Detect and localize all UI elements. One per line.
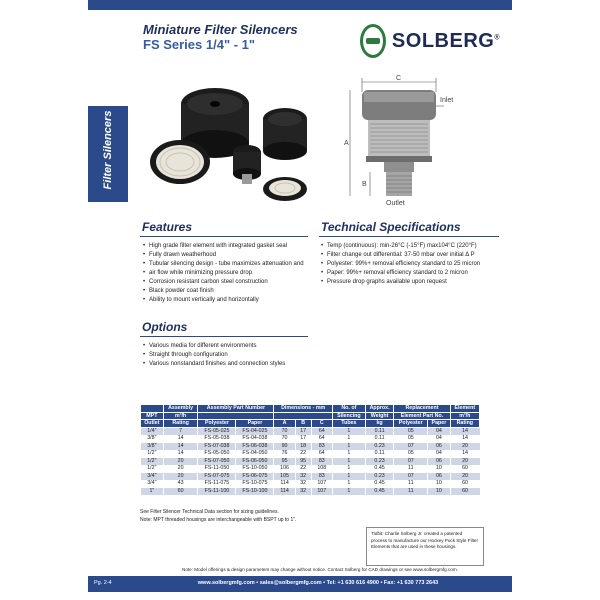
model-table: [140, 404, 480, 495]
bottom-note: Note: Model offerings & design parameters may change without notice. Contact Solberg for CAD drawings or see www.solbergmfg.com.: [182, 567, 458, 572]
table-cell: 1: [332, 480, 365, 488]
table-row: [141, 458, 480, 466]
th-dim-a: A: [274, 420, 295, 428]
table-cell: 1/2": [141, 458, 164, 466]
options-list: [143, 342, 343, 369]
th-element: Element: [450, 405, 479, 413]
table-cell: 04: [428, 435, 450, 443]
th-assembly: Assembly: [163, 405, 198, 413]
side-tab: [88, 106, 128, 202]
th-silencing: Silencing: [332, 412, 365, 420]
table-cell: 0.23: [365, 443, 394, 451]
tech-specs-list: [321, 242, 501, 287]
table-cell: 83: [311, 458, 332, 466]
table-cell: FS-05-025: [198, 427, 236, 435]
table-cell: 1/2": [141, 465, 164, 473]
outlet-label: Outlet: [386, 200, 405, 207]
table-cell: 20: [450, 473, 479, 481]
option-item: • Various media for different environments: [143, 342, 343, 351]
table-cell: 3/4": [141, 480, 164, 488]
table-cell: 05: [394, 435, 428, 443]
tidbit-label: Tidbit:: [371, 531, 384, 536]
table-cell: 20: [163, 458, 198, 466]
table-cell: 1: [332, 458, 365, 466]
table-cell: 04: [428, 450, 450, 458]
spec-item: • Polyester: 99%+ removal efficiency standard to 25 micron: [321, 260, 501, 269]
table-cell: FS-06-038: [236, 443, 274, 451]
page-title: Miniature Filter Silencers: [143, 22, 298, 37]
table-cell: 18: [295, 443, 311, 451]
table-cell: 0.45: [365, 465, 394, 473]
th-rating: Rating: [163, 420, 198, 428]
table-cell: 10: [428, 465, 450, 473]
solberg-logo: [360, 24, 500, 58]
table-cell: 07: [394, 443, 428, 451]
table-cell: 20: [163, 465, 198, 473]
logo-text: SOLBERG: [391, 29, 495, 52]
th-dim-b: B: [295, 420, 311, 428]
table-cell: 83: [311, 443, 332, 451]
page-subtitle: FS Series 1/4" - 1": [143, 37, 256, 52]
spec-item: • Pressure drop graphs available upon request: [321, 278, 501, 287]
feature-item: • Ability to mount vertically and horizontally: [143, 296, 311, 305]
table-notes: [140, 508, 296, 524]
table-cell: 1: [332, 450, 365, 458]
table-cell: FS-10-050: [236, 465, 274, 473]
side-tab-label: Filter Silencers: [102, 110, 114, 190]
th-element-rating: Rating: [450, 420, 479, 428]
table-cell: 14: [163, 443, 198, 451]
table-cell: 22: [295, 450, 311, 458]
table-cell: 10: [428, 480, 450, 488]
tech-specs-heading: Technical Specifications: [321, 220, 461, 234]
table-cell: 3/8": [141, 435, 164, 443]
table-row: [141, 443, 480, 451]
table-row: [141, 435, 480, 443]
table-cell: 107: [311, 488, 332, 496]
table-row: [141, 488, 480, 496]
table-cell: 114: [274, 480, 295, 488]
table-cell: 05: [394, 427, 428, 435]
table-cell: 105: [274, 473, 295, 481]
table-cell: 20: [163, 473, 198, 481]
table-cell: 11: [394, 480, 428, 488]
dim-b-label: B: [362, 181, 367, 188]
table-cell: 1: [332, 473, 365, 481]
table-cell: 11: [394, 488, 428, 496]
table-cell: 43: [163, 480, 198, 488]
logo-registered: ®: [494, 33, 500, 41]
spec-item: • Temp (continuous): min-26°C (-15°F) max104°C (220°F): [321, 242, 501, 251]
features-list: [143, 242, 311, 305]
th-blank-2: [274, 412, 332, 420]
footer-contact: www.solbergmfg.com • sales@solbergmfg.com • Tel: +1 630 616 4900 • Fax: +1 630 773 2643: [197, 580, 439, 586]
table-cell: 64: [311, 450, 332, 458]
table-cell: 14: [450, 427, 479, 435]
features-rule: [140, 236, 308, 237]
table-cell: 0.45: [365, 488, 394, 496]
table-cell: 60: [450, 465, 479, 473]
th-blank-1: [198, 412, 274, 420]
table-cell: FS-11-050: [198, 465, 236, 473]
table-cell: FS-07-038: [198, 443, 236, 451]
table-cell: 32: [295, 480, 311, 488]
feature-item: • Black powder coat finish: [143, 287, 311, 296]
table-cell: 70: [274, 435, 295, 443]
table-row: [141, 465, 480, 473]
spec-item: • Filter change out differential: 37-50 mbar over initial Δ P: [321, 251, 501, 260]
note-sizing: See Filter Silencer Technical Data section for sizing guidelines.: [140, 509, 279, 515]
table-cell: 20: [450, 443, 479, 451]
th-m3h: m³/h: [163, 412, 198, 420]
table-cell: 0.23: [365, 458, 394, 466]
table-cell: 64: [311, 435, 332, 443]
th-outlet: Outlet: [141, 420, 164, 428]
feature-item: • air flow while minimizing pressure drop: [143, 269, 311, 278]
table-cell: FS-06-050: [236, 458, 274, 466]
table-cell: 0.45: [365, 480, 394, 488]
table-row: [141, 480, 480, 488]
table-cell: 22: [295, 465, 311, 473]
top-bar: [88, 0, 512, 10]
inlet-label: Inlet: [440, 97, 454, 104]
table-cell: 20: [450, 458, 479, 466]
table-cell: 95: [274, 458, 295, 466]
note-threads: Note: MPT threaded housings are interchangeable with BSPT up to 1".: [140, 517, 297, 523]
feature-item: • Corrosion resistant carbon steel construction: [143, 278, 311, 287]
table-cell: 1: [332, 488, 365, 496]
logo-mark-icon: [360, 24, 386, 58]
th-replacement: Replacement: [394, 405, 450, 413]
tidbit-text: Charlie Solberg Jr. created a patented process to manufacture our Hockey Puck Style Filter Elements that are used in these housings.: [371, 531, 478, 549]
table-cell: 1/2": [141, 450, 164, 458]
th-dimensions: Dimensions - mm: [274, 405, 332, 413]
table-cell: 70: [274, 427, 295, 435]
table-cell: 07: [394, 458, 428, 466]
table-cell: 05: [394, 450, 428, 458]
table-cell: 17: [295, 435, 311, 443]
feature-item: • High grade filter element with integrated gasket seal: [143, 242, 311, 251]
table-cell: 3/8": [141, 443, 164, 451]
table-cell: FS-05-050: [198, 450, 236, 458]
table-cell: FS-04-050: [236, 450, 274, 458]
table-cell: 04: [428, 427, 450, 435]
table-cell: FS-07-075: [198, 473, 236, 481]
features-heading: Features: [142, 220, 193, 234]
table-cell: 07: [394, 473, 428, 481]
spec-item: • Paper: 99%+ removal efficiency standard to 2 micron: [321, 269, 501, 278]
table-cell: FS-10-100: [236, 488, 274, 496]
tidbit-box: [366, 527, 484, 566]
table-body: [141, 427, 480, 495]
table-cell: 1: [332, 443, 365, 451]
option-item: • Straight through configuration: [143, 351, 343, 360]
table-cell: 06: [428, 458, 450, 466]
table-cell: FS-05-038: [198, 435, 236, 443]
th-no-of: No. of: [332, 405, 365, 413]
options-rule: [140, 336, 308, 337]
table-cell: 90: [274, 443, 295, 451]
option-item: • Various nonstandard finishes and connection styles: [143, 360, 343, 369]
table-cell: 11: [394, 465, 428, 473]
table-cell: FS-07-050: [198, 458, 236, 466]
table-row: [141, 450, 480, 458]
table-cell: 0.11: [365, 435, 394, 443]
th-assembly-part: Assembly Part Number: [198, 405, 274, 413]
table-cell: 1: [332, 427, 365, 435]
table-cell: 3/4": [141, 473, 164, 481]
table-cell: 107: [311, 480, 332, 488]
table-cell: 7: [163, 427, 198, 435]
table-cell: 14: [163, 450, 198, 458]
feature-item: • Fully drawn weatherhood: [143, 251, 311, 260]
table-row: [141, 473, 480, 481]
table-cell: 0.11: [365, 450, 394, 458]
table-cell: 60: [163, 488, 198, 496]
table-cell: FS-04-038: [236, 435, 274, 443]
th-kg: kg: [365, 420, 394, 428]
th-polyester: Polyester: [198, 420, 236, 428]
table-cell: 1": [141, 488, 164, 496]
table-cell: 14: [163, 435, 198, 443]
table-cell: 83: [311, 473, 332, 481]
table-cell: 1: [332, 435, 365, 443]
table-cell: 32: [295, 488, 311, 496]
tech-specs-rule: [319, 236, 499, 237]
th-element-part: Element Part No.: [394, 412, 450, 420]
th-mpt: MPT: [141, 412, 164, 420]
th-element-m3h: m³/h: [450, 412, 479, 420]
table-cell: FS-04-025: [236, 427, 274, 435]
table-cell: 32: [295, 473, 311, 481]
th-element-polyester: Polyester: [394, 420, 428, 428]
table-cell: 60: [450, 488, 479, 496]
dim-a-label: A: [344, 140, 349, 147]
table-cell: 10: [428, 488, 450, 496]
th-mpt-top: [141, 405, 164, 413]
table-row: [141, 427, 480, 435]
footer-bar: [88, 576, 512, 592]
table-cell: 1: [332, 465, 365, 473]
table-cell: 0.11: [365, 427, 394, 435]
table-cell: 76: [274, 450, 295, 458]
table-cell: FS-06-075: [236, 473, 274, 481]
table-cell: 60: [450, 480, 479, 488]
th-approx: Approx.: [365, 405, 394, 413]
th-weight: Weight: [365, 412, 394, 420]
th-dim-c: C: [311, 420, 332, 428]
table-cell: FS-11-100: [198, 488, 236, 496]
table-cell: 106: [274, 465, 295, 473]
table-cell: 14: [450, 450, 479, 458]
table-cell: 06: [428, 473, 450, 481]
table-cell: 108: [311, 465, 332, 473]
page-number: Pg. 2-4: [94, 580, 112, 586]
dim-c-label: C: [396, 75, 402, 82]
table-cell: 64: [311, 427, 332, 435]
table-cell: FS-10-075: [236, 480, 274, 488]
table-cell: 114: [274, 488, 295, 496]
table-cell: 14: [450, 435, 479, 443]
product-photo: [135, 64, 320, 204]
table-cell: 0.23: [365, 473, 394, 481]
table-cell: FS-11-075: [198, 480, 236, 488]
feature-item: • Tubular silencing design - tube maximizes attenuation and: [143, 260, 311, 269]
dimension-diagram: [340, 72, 500, 212]
table-cell: 06: [428, 443, 450, 451]
table-cell: 17: [295, 427, 311, 435]
th-tubes: Tubes: [332, 420, 365, 428]
table-cell: 1/4": [141, 427, 164, 435]
options-heading: Options: [142, 320, 188, 334]
table-cell: 95: [295, 458, 311, 466]
th-element-paper: Paper: [428, 420, 450, 428]
th-paper: Paper: [236, 420, 274, 428]
